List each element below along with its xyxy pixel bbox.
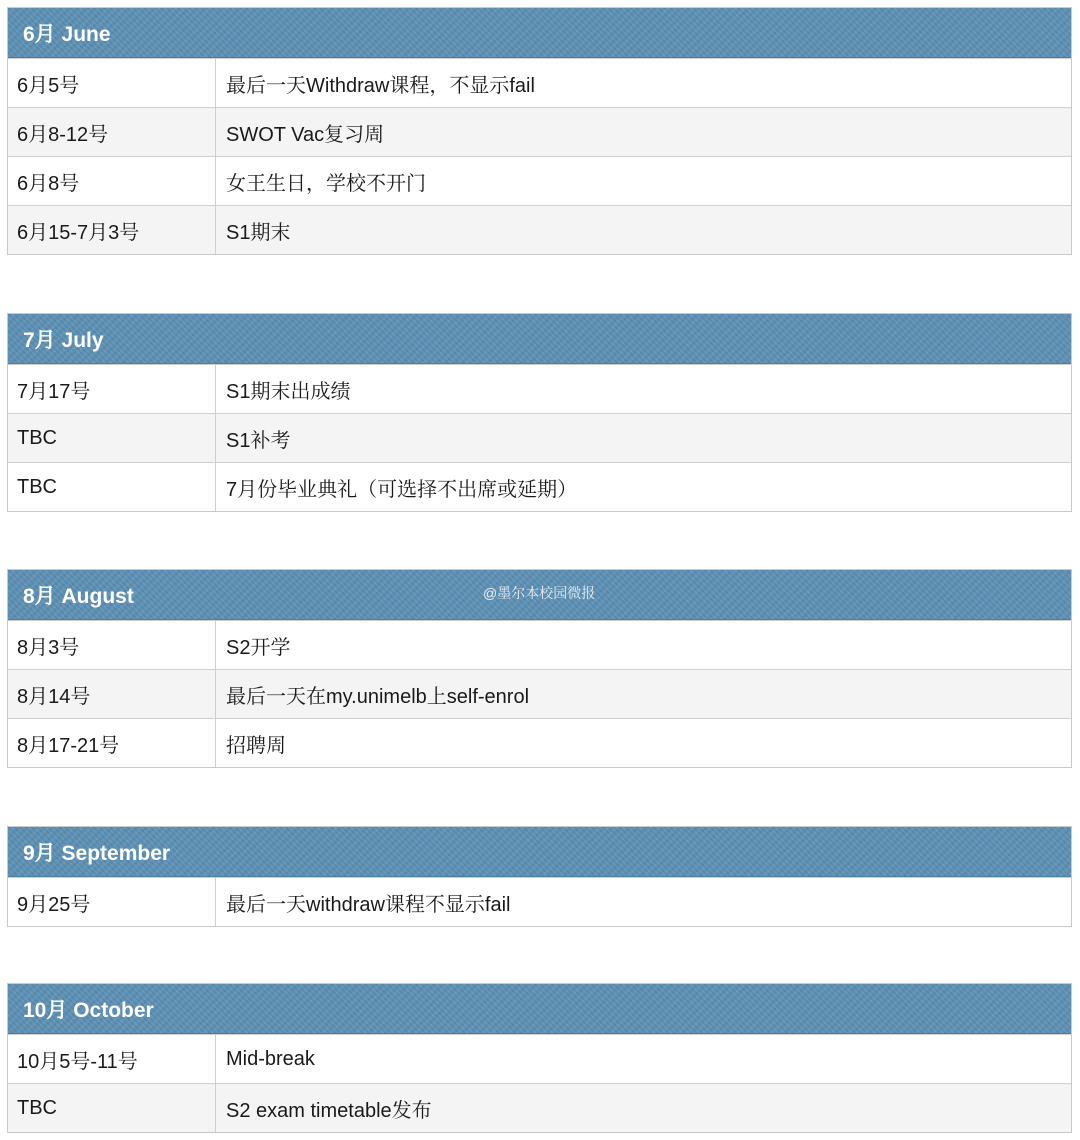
- table-row: [8, 462, 1071, 511]
- month-header: [8, 984, 1071, 1034]
- event-cell: S1期末: [226, 221, 291, 244]
- table-row: [8, 107, 1071, 156]
- month-table-june: [7, 7, 1072, 255]
- date-cell: 8月17-21号: [8, 719, 216, 767]
- table-row: [8, 413, 1071, 462]
- month-header: [8, 570, 1071, 620]
- event-cell: 最后一天Withdraw课程，不显示fail: [226, 74, 535, 97]
- table-row: [8, 718, 1071, 767]
- table-row: [8, 877, 1071, 926]
- month-header: [8, 8, 1071, 58]
- event-cell: SWOT Vac复习周: [226, 123, 385, 146]
- event-cell: 7月份毕业典礼（可选择不出席或延期）: [226, 478, 578, 501]
- month-title: 6月 June: [23, 22, 111, 46]
- table-row: [8, 205, 1071, 254]
- month-table-july: [7, 313, 1072, 512]
- event-cell: S2 exam timetable发布: [226, 1099, 432, 1122]
- date-cell: 6月15-7月3号: [8, 206, 216, 254]
- date-cell: TBC: [8, 414, 216, 462]
- watermark-text: @墨尔本校园微报: [483, 585, 596, 601]
- event-cell: S1补考: [226, 429, 291, 452]
- date-cell: 7月17号: [8, 365, 216, 413]
- date-cell: 9月25号: [8, 878, 216, 926]
- date-cell: 6月8-12号: [8, 108, 216, 156]
- month-table-october: [7, 983, 1072, 1133]
- event-cell: 女王生日，学校不开门: [226, 172, 426, 195]
- date-cell: 6月8号: [8, 157, 216, 205]
- event-cell: 最后一天在my.unimelb上self-enrol: [226, 685, 530, 708]
- table-row: [8, 156, 1071, 205]
- table-row: [8, 669, 1071, 718]
- date-cell: 8月14号: [8, 670, 216, 718]
- table-row: [8, 1034, 1071, 1083]
- table-row: [8, 364, 1071, 413]
- event-cell: 招聘周: [226, 734, 286, 757]
- month-table-september: [7, 826, 1072, 927]
- date-cell: 6月5号: [8, 59, 216, 107]
- date-cell: TBC: [8, 1084, 216, 1132]
- event-cell: S2开学: [226, 636, 291, 659]
- event-cell: 最后一天withdraw课程不显示fail: [226, 893, 511, 916]
- month-header: [8, 827, 1071, 877]
- month-table-august: [7, 569, 1072, 768]
- month-title: 9月 September: [23, 841, 171, 865]
- table-row: [8, 620, 1071, 669]
- month-title: 10月 October: [23, 998, 154, 1022]
- month-title: 7月 July: [23, 328, 104, 352]
- month-header: [8, 314, 1071, 364]
- event-cell: S1期末出成绩: [226, 380, 351, 403]
- event-cell: Mid-break: [226, 1047, 315, 1070]
- date-cell: TBC: [8, 463, 216, 511]
- month-title: 8月 August: [23, 584, 134, 608]
- date-cell: 8月3号: [8, 621, 216, 669]
- date-cell: 10月5号-11号: [8, 1035, 216, 1083]
- table-row: [8, 1083, 1071, 1132]
- table-row: [8, 58, 1071, 107]
